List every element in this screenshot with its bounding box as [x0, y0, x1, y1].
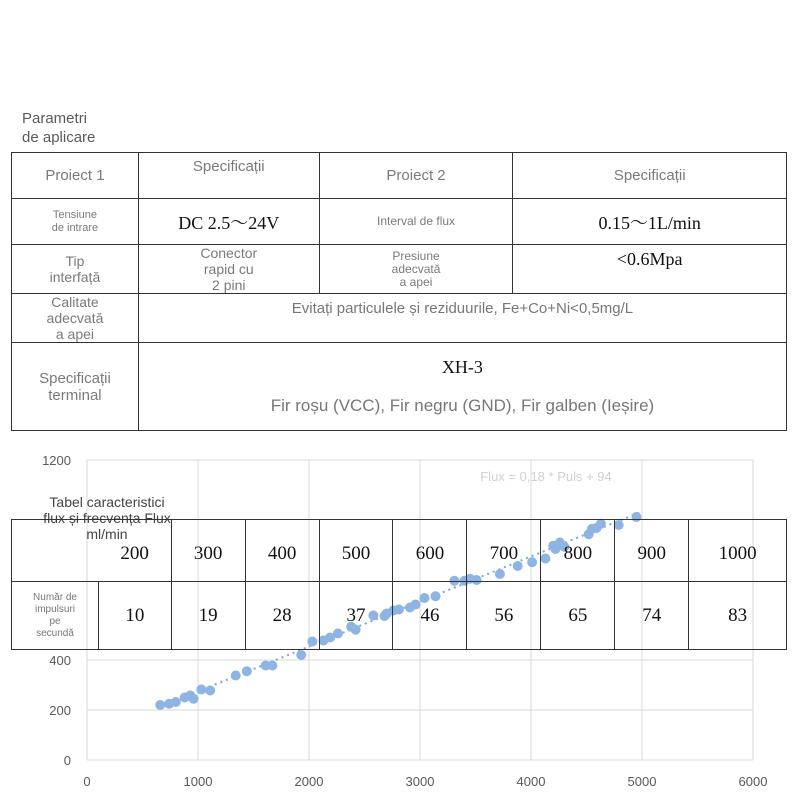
flow-value: 900 — [615, 520, 689, 582]
data-point — [189, 694, 199, 704]
y-tick-label: 400 — [49, 653, 71, 668]
input-voltage-label: Tensiune de intrare — [12, 199, 139, 245]
pulse-value: 46 — [393, 582, 467, 650]
params-title: Parametri de aplicare — [22, 110, 96, 146]
x-tick-label: 6000 — [738, 774, 768, 789]
x-tick-label: 3000 — [405, 774, 435, 789]
flow-range-label: Interval de flux — [319, 199, 513, 245]
y-tick-label: 0 — [63, 753, 71, 768]
header-project-1: Proiect 1 — [12, 153, 139, 199]
input-voltage-value: DC 2.5～24V — [138, 199, 319, 245]
x-tick-label: 5000 — [627, 774, 657, 789]
pulse-value: 37 — [319, 582, 393, 650]
x-tick-label: 1000 — [183, 774, 213, 789]
pulse-value: 83 — [689, 582, 787, 650]
pulse-value: 65 — [541, 582, 615, 650]
flow-row — [12, 520, 787, 582]
pulse-value: 10 — [99, 582, 172, 650]
water-quality-value: Evitați particulele și reziduurile, Fe+Co+Ni<0,5mg/L — [138, 294, 786, 343]
data-point — [242, 666, 252, 676]
flow-value: 400 — [245, 520, 319, 582]
flow-value: 800 — [541, 520, 615, 582]
pulse-row-label: Număr de impulsuri pe secundă — [12, 582, 99, 650]
spec-row-2 — [12, 245, 787, 294]
flow-frequency-table — [11, 519, 787, 650]
y-tick-label: 1200 — [42, 453, 71, 468]
spec-row-3 — [12, 294, 787, 343]
spec-table — [11, 152, 787, 431]
interface-type-label: Tip interfață — [12, 245, 139, 294]
pulse-value: 19 — [171, 582, 245, 650]
terminal-spec-label: Specificații terminal — [12, 343, 139, 431]
flow-value: 200 — [99, 520, 172, 582]
flow-value: 300 — [171, 520, 245, 582]
data-point — [231, 671, 241, 681]
x-tick-label: 0 — [83, 774, 91, 789]
data-point — [205, 686, 215, 696]
data-point — [267, 661, 277, 671]
flow-table-title: Tabel caracteristici flux și frecvența Flux ml/min — [43, 494, 171, 542]
trendline-label: Flux = 0,18 * Puls + 94 — [480, 469, 612, 484]
header-spec-2: Specificații — [513, 153, 787, 199]
water-pressure-value: <0.6Mpa — [513, 245, 787, 294]
spec-header-row — [12, 153, 787, 199]
pulse-value: 74 — [615, 582, 689, 650]
data-point — [296, 650, 306, 660]
header-spec-1: Specificații — [138, 153, 319, 199]
data-point — [196, 685, 206, 695]
interface-type-value: Conector rapid cu 2 pini — [138, 245, 319, 294]
water-pressure-label: Presiune adecvată a apei — [319, 245, 513, 294]
pulse-value: 28 — [245, 582, 319, 650]
flow-value: 500 — [319, 520, 393, 582]
data-point — [171, 697, 181, 707]
flow-value: 1000 — [689, 520, 787, 582]
x-tick-label: 2000 — [294, 774, 324, 789]
flow-value: 600 — [393, 520, 467, 582]
flow-row-label-cell — [12, 520, 99, 582]
data-point — [155, 700, 165, 710]
flow-value: 700 — [467, 520, 541, 582]
flow-range-value: 0.15～1L/min — [513, 199, 787, 245]
terminal-spec-value: XH-3 Fir roșu (VCC), Fir negru (GND), Fir galben (Ieșire) — [138, 343, 786, 431]
pulse-row — [12, 582, 787, 650]
header-project-2: Proiect 2 — [319, 153, 513, 199]
spec-row-1 — [12, 199, 787, 245]
pulse-value: 56 — [467, 582, 541, 650]
y-tick-label: 200 — [49, 703, 71, 718]
spec-row-4 — [12, 343, 787, 431]
water-quality-label: Calitate adecvată a apei — [12, 294, 139, 343]
x-tick-label: 4000 — [516, 774, 546, 789]
